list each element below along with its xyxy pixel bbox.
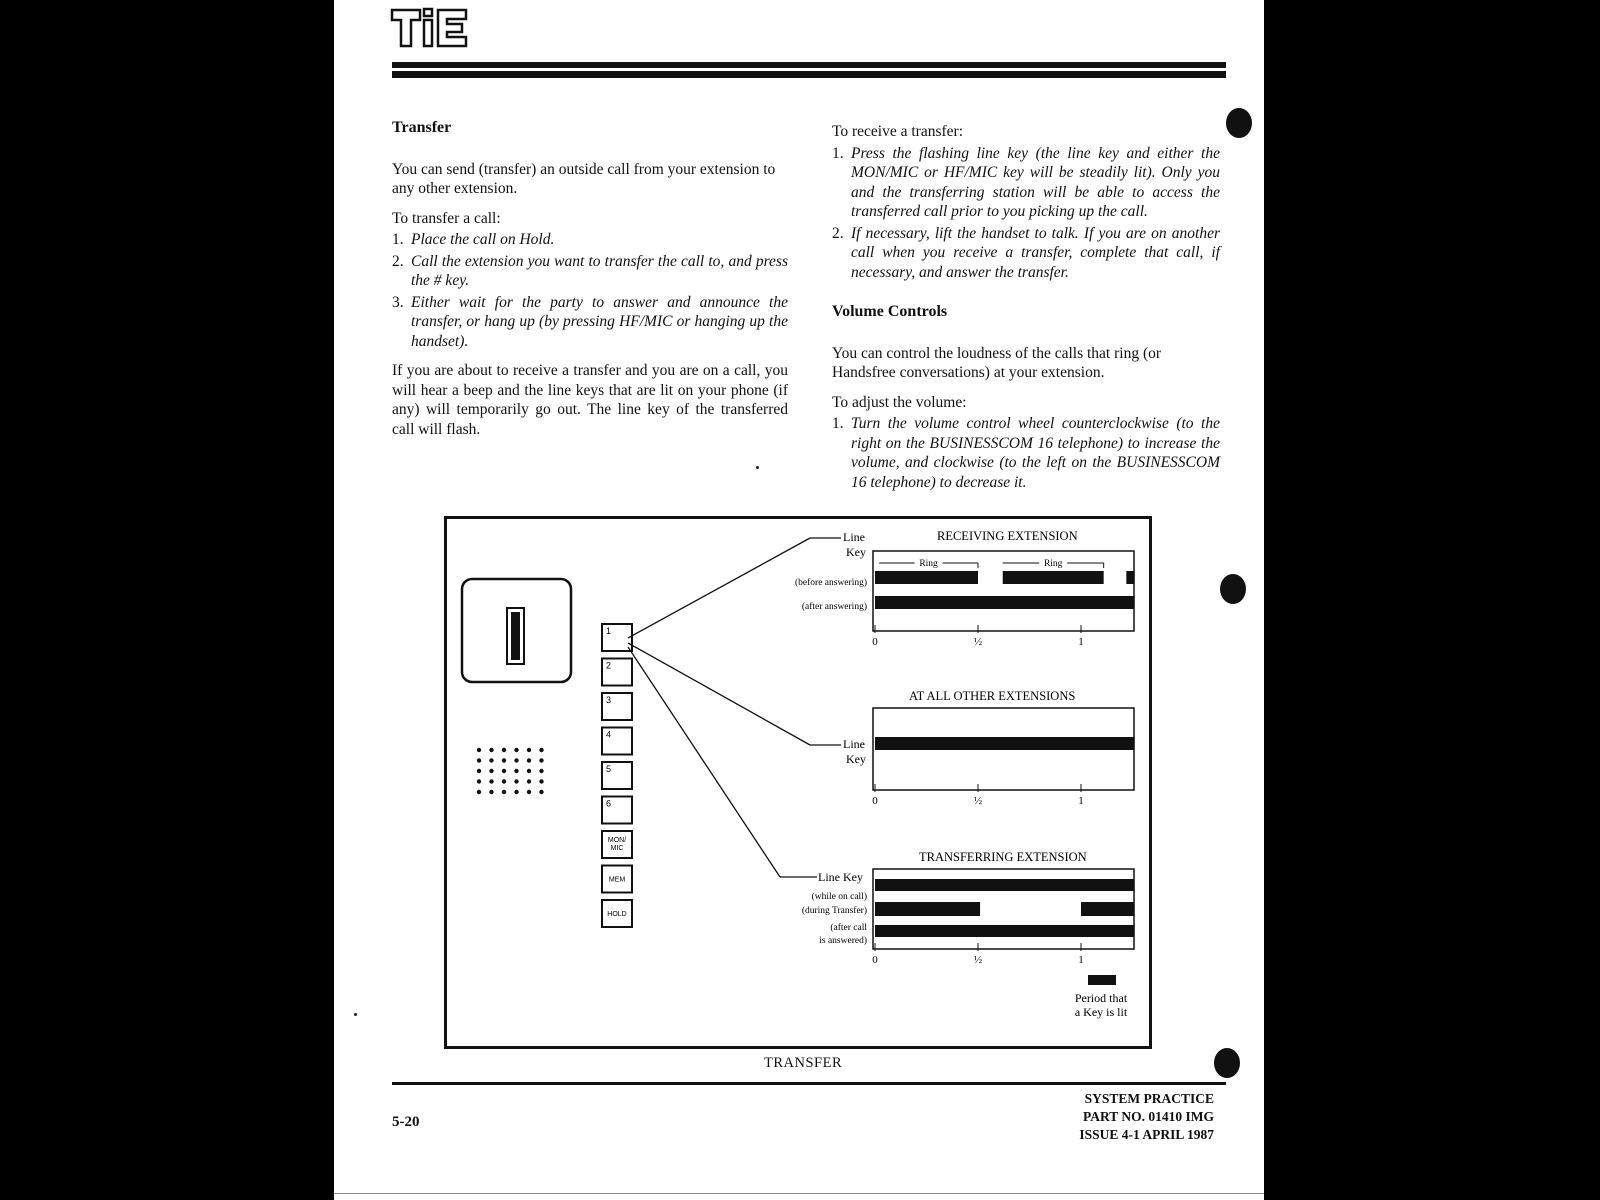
tick-label: 0 — [872, 636, 878, 648]
grille-dot — [489, 748, 493, 752]
speaker-grille-icon — [477, 748, 544, 794]
line-key-label: Line Key — [818, 870, 863, 884]
grille-dot — [477, 779, 481, 783]
tick-label: ½ — [973, 636, 983, 648]
list-item: 1. Press the flashing line key (the line key and either the MON/MIC or HF/MIC key will be steadily lit). Only you and the transferring station will be able to access the transferred call prior to you picking up the call. — [832, 144, 1220, 220]
tick-label: ½ — [973, 795, 983, 807]
grille-dot — [489, 790, 493, 794]
grille-dot — [489, 769, 493, 773]
lit-period-bar — [875, 925, 1135, 937]
footer-line: PART NO. 01410 IMG — [1082, 1109, 1214, 1124]
key-label: MEM — [608, 876, 626, 884]
list-item: 1. Place the call on Hold. — [392, 231, 555, 248]
grille-dot — [514, 748, 518, 752]
grille-dot — [502, 779, 506, 783]
paragraph: You can send (transfer) an outside call from your extension to any other extension. — [392, 160, 776, 197]
grille-dot — [527, 779, 531, 783]
callout-line — [628, 538, 810, 638]
line-label: Line — [843, 530, 865, 544]
grille-dot — [539, 769, 543, 773]
grille-dot — [514, 779, 518, 783]
lit-period-bar — [1081, 902, 1135, 916]
diagram-canvas — [447, 519, 1149, 1046]
grille-dot — [477, 790, 481, 794]
list-item: 2. Call the extension you want to transfer the call to, and press the # key. — [392, 252, 788, 289]
grille-dot — [489, 758, 493, 762]
key-number: 1 — [606, 626, 612, 636]
panel-title: AT ALL OTHER EXTENSIONS — [909, 689, 1076, 703]
key-number: 4 — [606, 729, 612, 740]
row-label: is answered) — [819, 936, 867, 946]
list-item: 2. If necessary, lift the handset to talk. If you are on another call when you receive a transfer, complete that call, if necessary, and answer the transfer. — [832, 224, 1220, 281]
key-label: Key — [846, 545, 866, 559]
row-label: (after call — [830, 923, 867, 933]
page-edge — [334, 1193, 1264, 1194]
paragraph: You can control the loudness of the calls that ring (or Handsfree conversations) at your extension. — [832, 344, 1162, 381]
binder-hole — [1226, 108, 1252, 138]
grille-dot — [539, 748, 543, 752]
grille-dot — [502, 790, 506, 794]
ring-label: Ring — [1043, 559, 1063, 569]
row-label: (while on call) — [811, 892, 867, 902]
footer-block — [1079, 1090, 1214, 1144]
tick-label: 0 — [872, 795, 878, 807]
key-label: Key — [846, 752, 866, 766]
lit-period-bar — [1003, 571, 1104, 584]
grille-dot — [489, 779, 493, 783]
binder-hole — [1220, 574, 1246, 604]
lit-period-bar — [1126, 571, 1134, 584]
row-label: (during Transfer) — [801, 906, 867, 916]
tick-label: ½ — [973, 954, 983, 966]
lit-period-bar — [875, 879, 1135, 891]
binder-hole — [1214, 1048, 1240, 1078]
step-list — [392, 230, 788, 351]
paragraph: To transfer a call: — [392, 209, 501, 227]
row-label: (after answering) — [801, 602, 867, 612]
footer-line: SYSTEM PRACTICE — [1084, 1091, 1214, 1106]
grille-dot — [502, 748, 506, 752]
callout-line — [628, 643, 810, 745]
transfer-diagram — [444, 516, 1152, 1049]
tick-label: 1 — [1078, 636, 1084, 648]
tick-label: 1 — [1078, 795, 1084, 807]
list-item: 3. Either wait for the party to answer and announce the transfer, or hang up (by pressing HF/MIC or hanging up the handset). — [392, 293, 788, 350]
key-number: 5 — [606, 764, 612, 774]
callout-line — [628, 647, 780, 877]
key-number: 6 — [606, 798, 612, 809]
key-label: HOLD — [607, 911, 627, 918]
grille-dot — [539, 790, 543, 794]
line-label: Line — [843, 737, 865, 751]
scan-speck — [354, 1013, 357, 1016]
right-column — [832, 122, 1220, 502]
section-heading: Volume Controls — [832, 303, 948, 320]
paragraph: To adjust the volume: — [832, 393, 967, 411]
key-number: 2 — [606, 660, 612, 671]
footer-line: ISSUE 4-1 APRIL 1987 — [1079, 1127, 1214, 1142]
header-rule — [392, 62, 1226, 68]
legend-text: Period that — [1074, 991, 1128, 1005]
grille-dot — [514, 790, 518, 794]
timing-panel-other — [872, 708, 1134, 807]
lit-period-bar — [875, 571, 978, 584]
grille-dot — [514, 769, 518, 773]
key-label: MON/ — [607, 837, 627, 844]
footer-rule — [392, 1082, 1226, 1085]
grille-dot — [539, 779, 543, 783]
legend-swatch — [1088, 975, 1116, 985]
timing-panel-receiving — [872, 551, 1134, 648]
document-page — [334, 0, 1264, 1200]
panel-title: RECEIVING EXTENSION — [937, 529, 1078, 543]
grille-dot — [502, 769, 506, 773]
key-number: 3 — [606, 695, 612, 705]
section-heading: Transfer — [392, 119, 452, 136]
tick-label: 0 — [872, 954, 878, 966]
panel-title: TRANSFERRING EXTENSION — [919, 850, 1087, 864]
list-item: 1. Turn the volume control wheel counterclockwise (to the right on the BUSINESSCOM 16 telephone) to increase the volume, and clockwise (to the left on the BUSINESSCOM 16 telephone) to decrease it. — [832, 415, 1220, 491]
lit-period-bar — [875, 596, 1135, 609]
grille-dot — [477, 748, 481, 752]
ring-label: Ring — [919, 559, 938, 569]
row-label: (before answering) — [794, 578, 867, 588]
header-rule — [392, 71, 1226, 78]
lit-period-bar — [875, 737, 1135, 750]
scan-speck — [756, 466, 759, 469]
figure-caption: TRANSFER — [764, 1055, 843, 1071]
tie-logo — [390, 6, 470, 50]
grille-dot — [477, 769, 481, 773]
paragraph: If you are about to receive a transfer and you are on a call, you will hear a beep and the line keys that are lit on your phone (if any) will temporarily go out. The line key of the transferred call will flash. — [392, 362, 788, 438]
grille-dot — [527, 790, 531, 794]
tick-label: 1 — [1078, 954, 1084, 966]
key-label: MIC — [610, 845, 624, 852]
grille-dot — [527, 748, 531, 752]
left-column — [392, 118, 788, 449]
handset-slot-fill — [511, 612, 520, 660]
grille-dot — [527, 758, 531, 762]
grille-dot — [527, 769, 531, 773]
lit-period-bar — [875, 902, 980, 916]
grille-dot — [514, 758, 518, 762]
legend-text: a Key is lit — [1074, 1005, 1128, 1019]
grille-dot — [477, 758, 481, 762]
step-list — [832, 144, 1220, 283]
step-list — [832, 414, 1220, 492]
grille-dot — [502, 758, 506, 762]
paragraph: To receive a transfer: — [832, 123, 964, 140]
key-column — [602, 624, 632, 927]
timing-panel-transferring — [872, 869, 1134, 966]
page-number: 5-20 — [392, 1114, 420, 1130]
grille-dot — [539, 758, 543, 762]
